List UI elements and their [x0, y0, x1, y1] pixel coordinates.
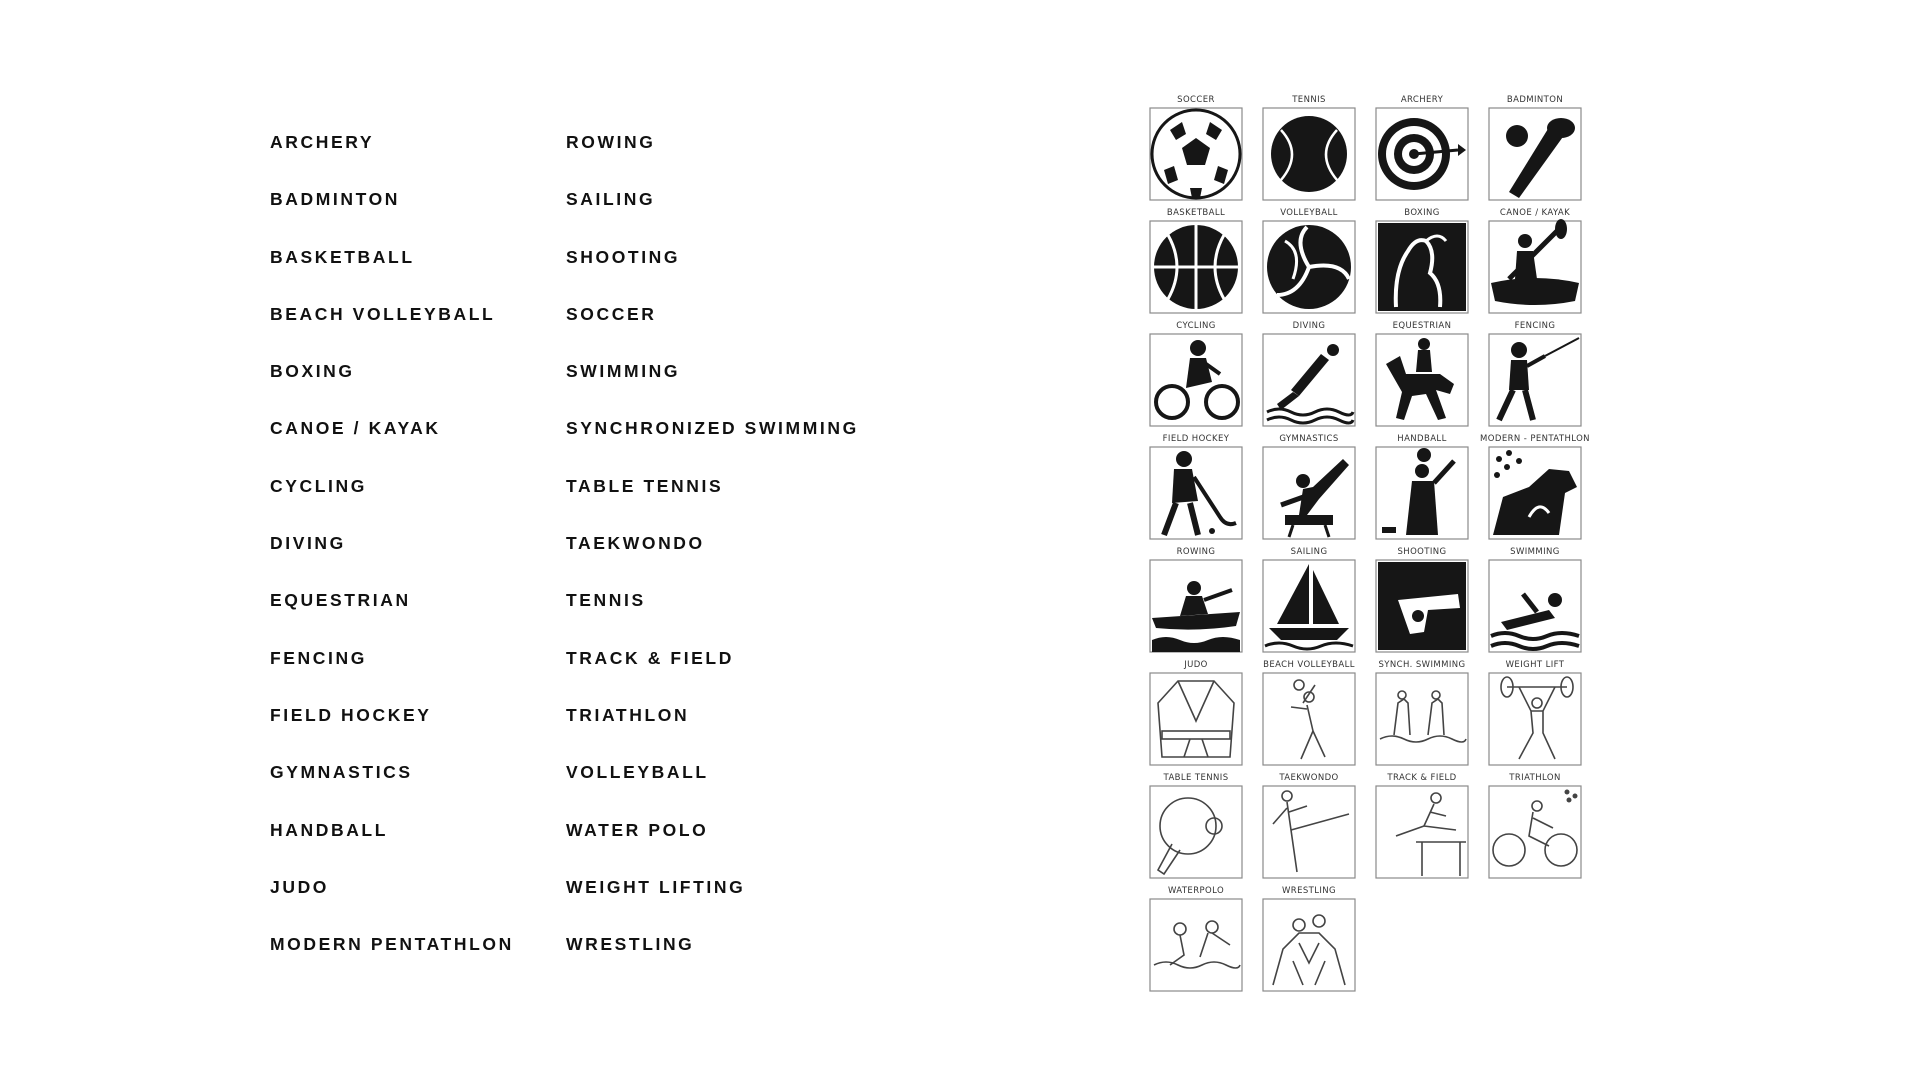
boxing-glove-icon — [1378, 223, 1466, 311]
sport-list-item: DIVING — [270, 533, 346, 554]
sport-list-item: MODERN PENTATHLON — [270, 934, 514, 955]
sport-list-item: WEIGHT LIFTING — [566, 876, 746, 897]
pictogram-label: TRIATHLON — [1509, 773, 1561, 783]
pictogram-label: TRACK & FIELD — [1387, 773, 1457, 783]
tennis-ball-icon — [1271, 116, 1347, 192]
pictogram-label: DIVING — [1292, 321, 1326, 331]
sport-list-item: BOXING — [270, 361, 355, 382]
pictogram-label: TENNIS — [1292, 95, 1326, 105]
pictogram-label: SWIMMING — [1510, 547, 1560, 557]
sport-list-item: BADMINTON — [270, 189, 401, 210]
sport-list-item: JUDO — [270, 876, 330, 897]
basketball-icon — [1154, 225, 1238, 309]
pictogram-label: MODERN - PENTATHLON — [1480, 434, 1590, 444]
sport-list-item: ARCHERY — [270, 132, 375, 152]
sport-list-item: TRACK & FIELD — [566, 647, 734, 668]
sport-list-item: BASKETBALL — [270, 246, 415, 267]
pictogram-label: SYNCH. SWIMMING — [1378, 660, 1466, 670]
pictogram-label: SAILING — [1290, 547, 1328, 557]
volleyball-icon — [1267, 225, 1351, 309]
pictogram-label: FENCING — [1514, 321, 1556, 331]
sport-list-item: SAILING — [566, 189, 656, 210]
sport-list-item: VOLLEYBALL — [566, 762, 709, 783]
pictogram-sketch-grid — [1130, 80, 1610, 1010]
pictogram-label: WATERPOLO — [1167, 886, 1225, 896]
pictogram-label: VOLLEYBALL — [1280, 208, 1338, 218]
sport-list-item: BEACH VOLLEYBALL — [270, 303, 496, 324]
pictogram-label: CYCLING — [1176, 321, 1216, 331]
sport-list-item: SOCCER — [566, 303, 657, 324]
sport-list-item: CANOE / KAYAK — [270, 418, 441, 439]
pictogram-frame — [1263, 786, 1355, 878]
pictogram-frame — [1150, 899, 1242, 991]
pictogram-frame — [1263, 673, 1355, 765]
pictogram-label: BASKETBALL — [1166, 208, 1226, 218]
pictogram-label: ROWING — [1176, 547, 1216, 557]
pictogram-label: CANOE / KAYAK — [1499, 208, 1571, 218]
sport-list-item: ROWING — [566, 132, 656, 152]
sport-list-item: WRESTLING — [566, 934, 695, 955]
pictogram-label: SHOOTING — [1397, 547, 1447, 557]
pictogram-frame — [1150, 673, 1242, 765]
pictogram-label: BOXING — [1404, 208, 1440, 218]
pictogram-label: ARCHERY — [1400, 95, 1444, 105]
pictogram-frame — [1263, 899, 1355, 991]
pictogram-label: JUDO — [1184, 660, 1208, 670]
pictogram-label: FIELD HOCKEY — [1162, 434, 1230, 444]
sport-list-item: EQUESTRIAN — [270, 590, 411, 611]
sport-list-item: TRIATHLON — [566, 704, 690, 725]
sport-list-item: SYNCHRONIZED SWIMMING — [566, 418, 859, 439]
sport-list-item: CYCLING — [270, 475, 367, 496]
pistol-icon — [1378, 562, 1466, 650]
sports-list-column-1 — [270, 120, 514, 979]
sport-list-item: GYMNASTICS — [270, 762, 413, 783]
pictogram-label: HANDBALL — [1397, 434, 1447, 444]
pictogram-label: SOCCER — [1177, 95, 1215, 105]
soccer-ball-icon — [1152, 110, 1240, 198]
pictogram-label: WRESTLING — [1281, 886, 1337, 896]
sport-list-item: TENNIS — [566, 590, 646, 611]
sport-list-item: WATER POLO — [566, 819, 709, 840]
sport-list-item: FENCING — [270, 647, 367, 668]
sport-list-item: SWIMMING — [566, 361, 681, 382]
sport-list-item: HANDBALL — [270, 819, 389, 840]
pictogram-label: BEACH VOLLEYBALL — [1263, 660, 1355, 670]
pictogram-label: EQUESTRIAN — [1392, 321, 1452, 331]
sport-list-item: TAEKWONDO — [566, 533, 705, 554]
sports-list-column-2 — [566, 120, 859, 979]
pictogram-label: TAEKWONDO — [1279, 773, 1339, 783]
pictogram-label: TABLE TENNIS — [1163, 773, 1229, 783]
pictogram-label: BADMINTON — [1506, 95, 1564, 105]
sport-list-item: TABLE TENNIS — [566, 475, 724, 496]
sport-list-item: SHOOTING — [566, 246, 681, 267]
sport-list-item: FIELD HOCKEY — [270, 704, 432, 725]
pictogram-label: WEIGHT LIFT — [1505, 660, 1565, 670]
pictogram-frame — [1376, 673, 1468, 765]
pictogram-label: GYMNASTICS — [1279, 434, 1339, 444]
